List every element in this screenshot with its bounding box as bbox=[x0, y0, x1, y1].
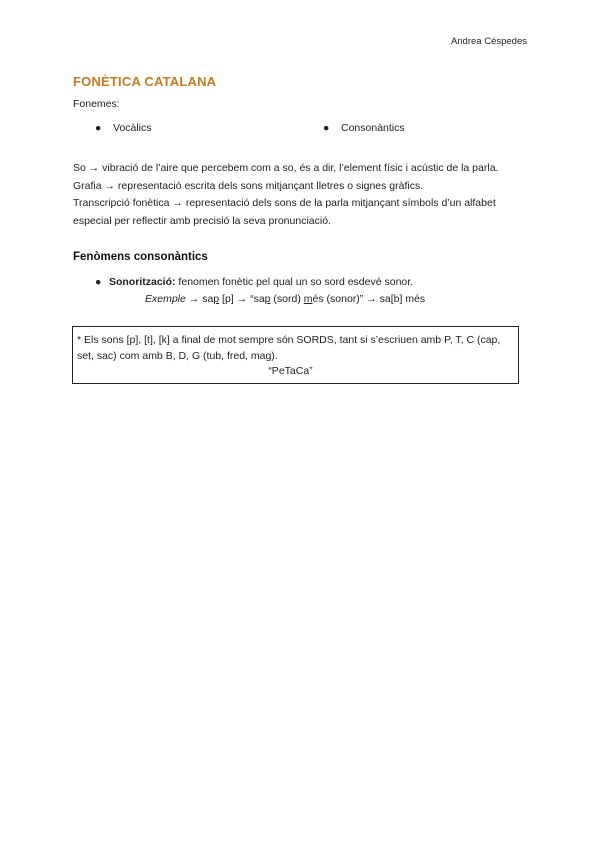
fonemes-label: Fonemes: bbox=[73, 98, 120, 110]
bullet-icon: ● bbox=[323, 122, 330, 134]
sonoritzacio-item bbox=[95, 276, 413, 288]
example-text: [p] → “sa bbox=[219, 293, 265, 305]
example-text: és (sonor)” → sa[b] més bbox=[312, 293, 426, 305]
note-box bbox=[72, 326, 519, 384]
fonema-vocalics: Vocàlics bbox=[113, 122, 152, 134]
bullet-icon: ● bbox=[95, 276, 102, 288]
example-underline: p bbox=[264, 293, 271, 305]
sonoritzacio-definition: fenomen fonètic pel qual un so sord esdevé sonor. bbox=[175, 276, 414, 288]
example-underline: p bbox=[213, 293, 220, 305]
sonoritzacio-term: Sonorització: bbox=[109, 276, 176, 288]
header-author: Andrea Céspedes bbox=[450, 36, 527, 47]
bullet-icon: ● bbox=[95, 122, 102, 134]
example-label: Exemple bbox=[145, 293, 186, 305]
example-text: → sa bbox=[185, 293, 214, 305]
note-text: * Els sons [p], [t], [k] a final de mot sempre són SORDS, tant si s’escriuen amb P, T, C (cap, set, sac) com amb B, D, G (tub, fred, mag). bbox=[77, 334, 501, 362]
example-underline: m bbox=[303, 293, 313, 305]
example-text: (sord) bbox=[270, 293, 304, 305]
page-title: FONÈTICA CATALANA bbox=[73, 74, 217, 89]
list-item bbox=[95, 122, 152, 134]
definition-transcripcio: Transcripció fonètica → representació dels sons de la parla mitjançant símbols d’un alfabet especial per reflectir amb precisió la seva pronunciació. bbox=[73, 197, 496, 227]
note-mnemonic: “PeTaCa” bbox=[268, 365, 313, 377]
list-item bbox=[323, 122, 405, 134]
definition-so: So → vibració de l’aire que percebem com a so, és a dir, l’element físic i acústic de la parla. bbox=[73, 162, 499, 174]
section-heading: Fenòmens consonàntics bbox=[73, 251, 208, 263]
definitions-block bbox=[73, 160, 533, 230]
definition-grafia: Grafia → representació escrita dels sons mitjançant lletres o signes gràfics. bbox=[73, 179, 424, 192]
sonoritzacio-example bbox=[145, 293, 425, 305]
fonema-consonantics: Consonàntics bbox=[341, 122, 405, 134]
